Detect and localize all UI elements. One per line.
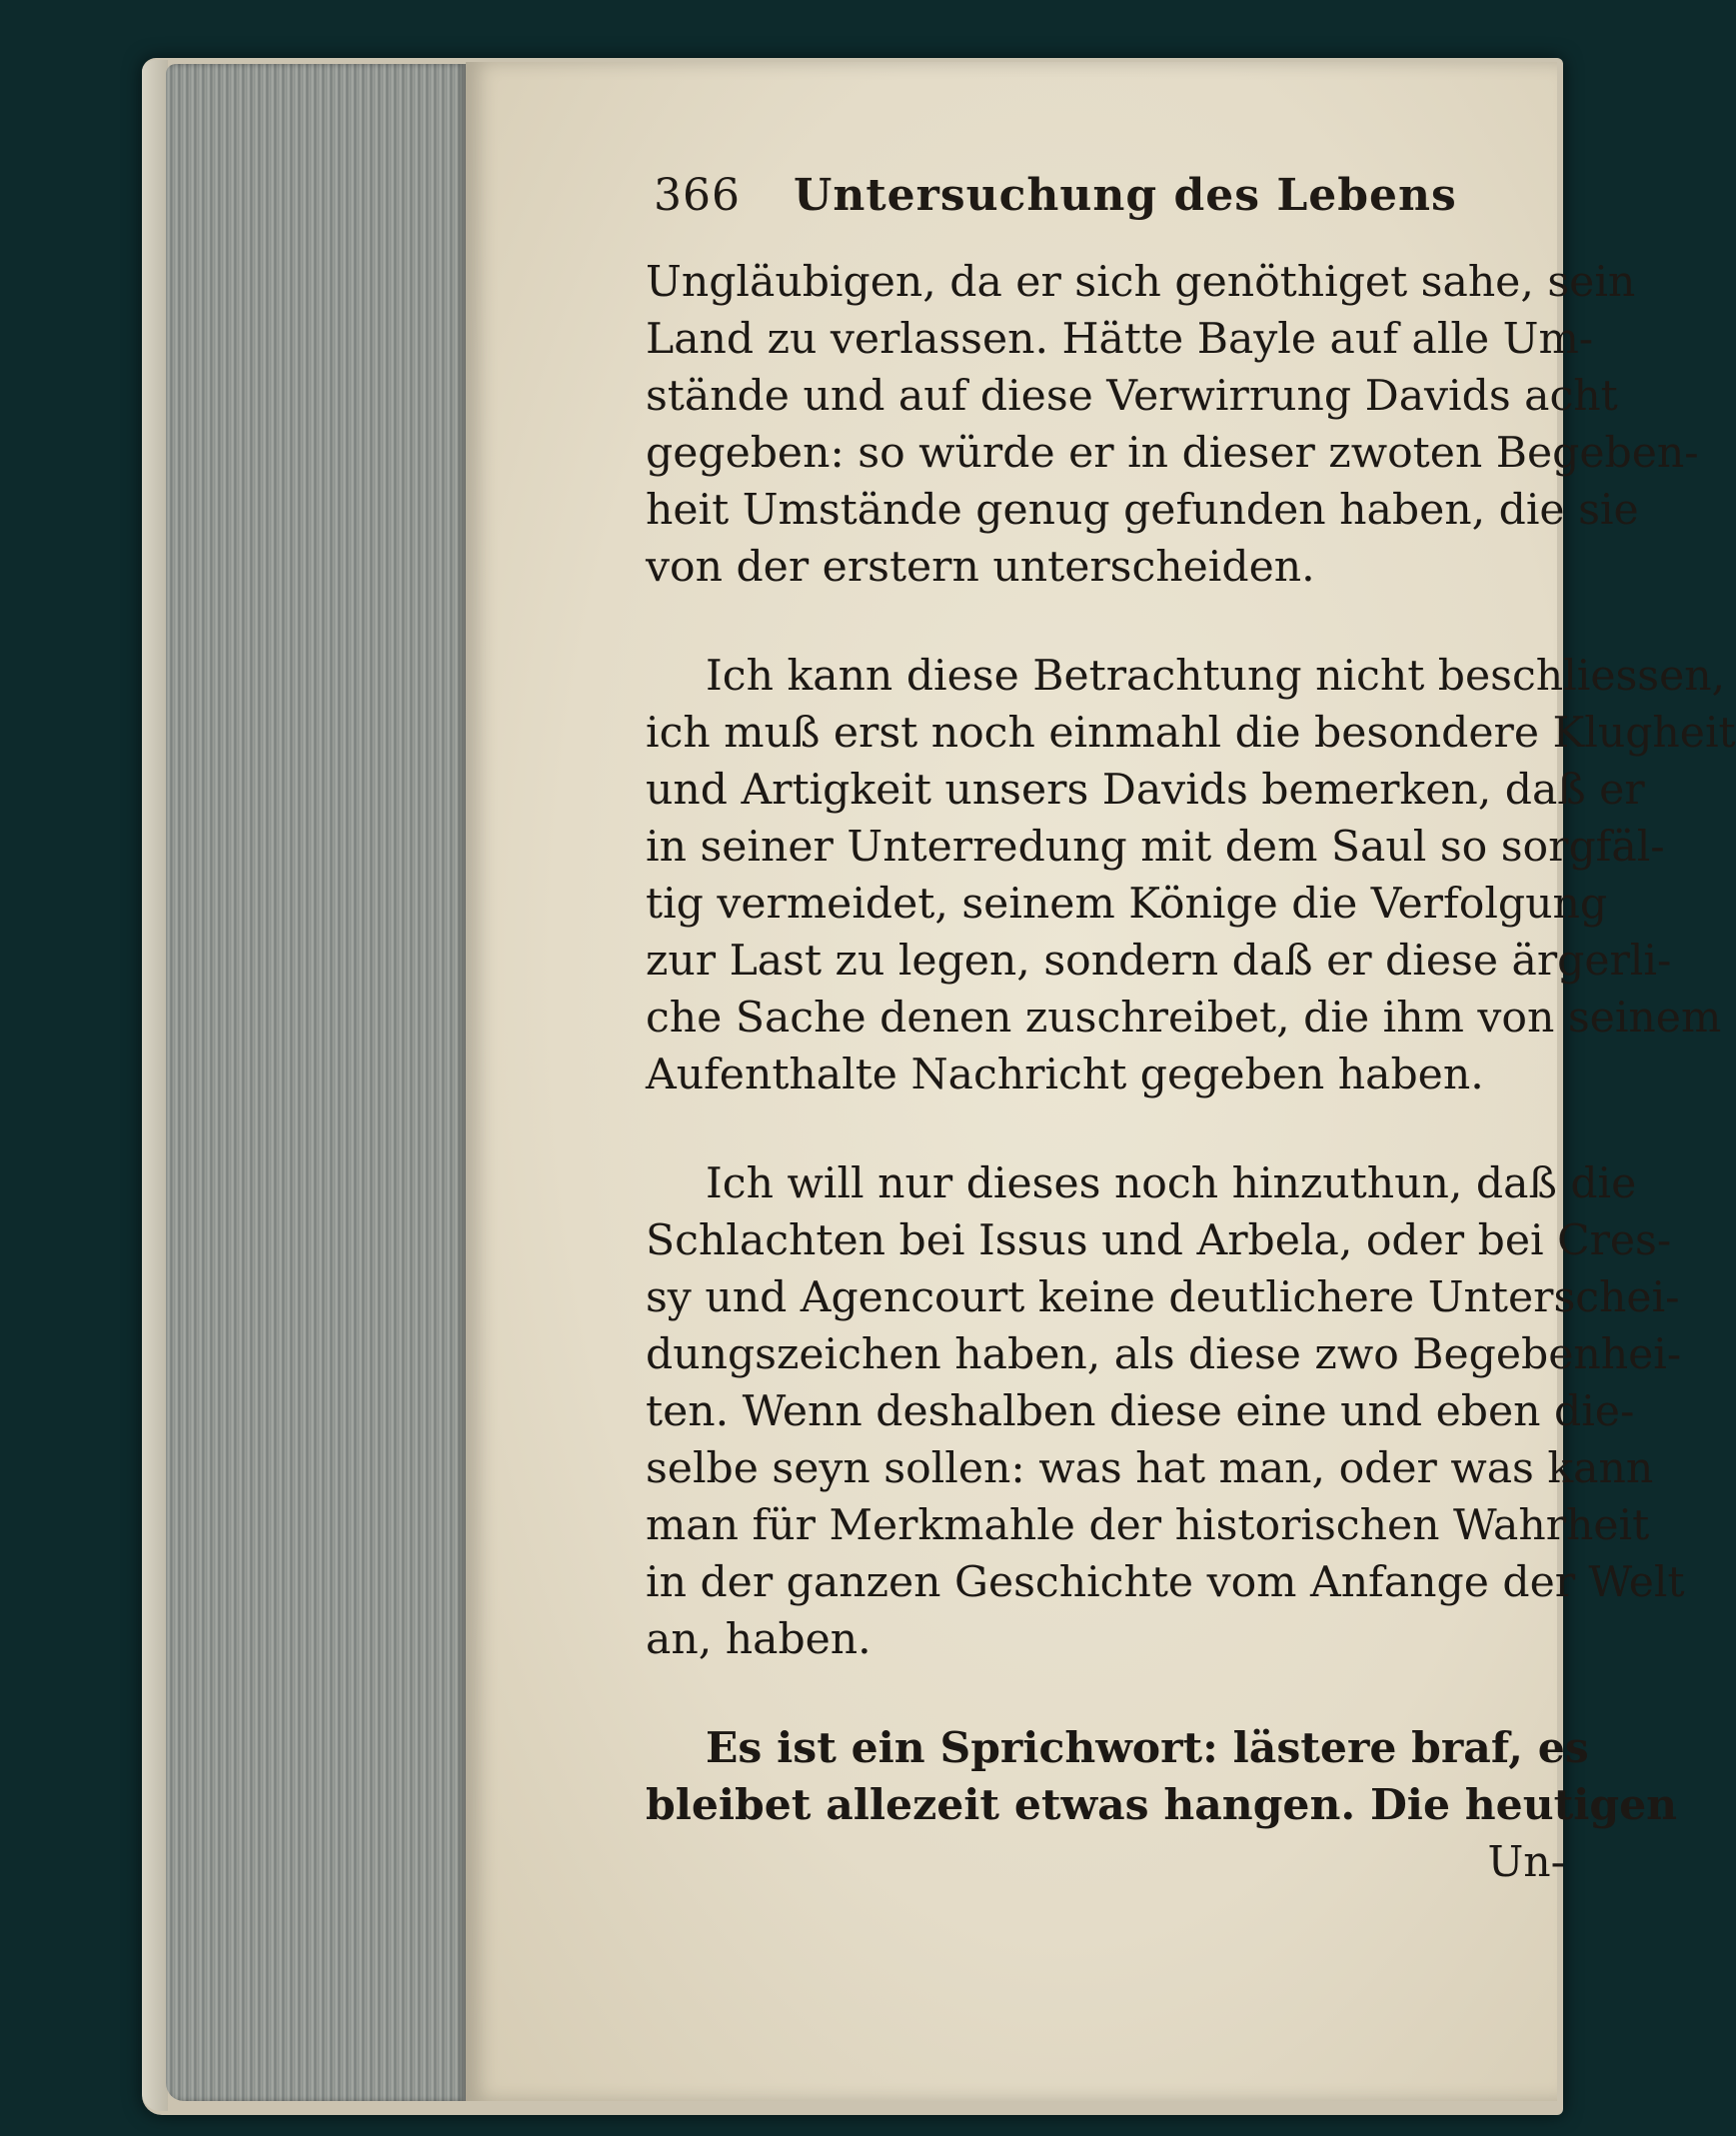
text-line: gegeben: so würde er in dieser zwoten Begeben- [646, 429, 1699, 478]
text-line: heit Umstände genug gefunden haben, die sie [646, 486, 1639, 535]
text-line: ten. Wenn deshalben diese eine und eben die- [646, 1387, 1635, 1436]
text-line: ich muß erst noch einmahl die besondere Klugheit [646, 709, 1736, 758]
text-line: Ich kann diese Betrachtung nicht beschliessen, [706, 652, 1726, 701]
paragraph-gap [646, 1103, 1565, 1155]
text-line: Es ist ein Sprichwort: lästere braf, es [706, 1723, 1589, 1773]
book-page [466, 62, 1736, 2101]
page-edges [166, 64, 466, 2101]
text-line: bleibet allezeit etwas hangen. Die heutigen [646, 1780, 1678, 1830]
text-line: von der erstern unterscheiden. [646, 543, 1315, 592]
text-line: stände und auf diese Verwirrung Davids acht [646, 372, 1618, 421]
text-line: Ungläubigen, da er sich genöthiget sahe, sein [646, 258, 1636, 307]
text-line: an, haben. [646, 1615, 871, 1664]
text-line: sy und Agencourt keine deutlichere Unterschei- [646, 1273, 1680, 1322]
text-line: Schlachten bei Issus und Arbela, oder bei Cres- [646, 1216, 1672, 1265]
text-line: dungszeichen haben, als diese zwo Begebenhei- [646, 1330, 1682, 1379]
catchword: Un- [1487, 1838, 1565, 1887]
text-line: tig vermeidet, seinem Könige die Verfolgung [646, 880, 1608, 929]
text-line: che Sache denen zuschreibet, die ihm von seinem [646, 994, 1722, 1043]
text-line: Land zu verlassen. Hätte Bayle auf alle Um- [646, 315, 1594, 364]
text-line: Aufenthalte Nachricht gegeben haben. [646, 1051, 1484, 1099]
text-line: Ich will nur dieses noch hinzuthun, daß die [706, 1159, 1637, 1208]
paragraph-gap [646, 1668, 1565, 1720]
text-line: selbe seyn sollen: was hat man, oder was kann [646, 1444, 1654, 1493]
text-line: man für Merkmahle der historischen Wahrheit [646, 1501, 1650, 1550]
text-line: und Artigkeit unsers Davids bemerken, daß er [646, 766, 1645, 815]
running-head [654, 170, 1553, 221]
text-line: in seiner Unterredung mit dem Saul so sorgfäl- [646, 823, 1665, 872]
body-text [646, 254, 1736, 1891]
text-line: in der ganzen Geschichte vom Anfange der Welt [646, 1558, 1685, 1607]
running-title: Untersuchung des Lebens [794, 170, 1457, 221]
paragraph-gap [646, 596, 1565, 648]
book-spine [142, 60, 168, 2111]
page-number: 366 [654, 170, 741, 221]
text-line: zur Last zu legen, sondern daß er diese ärgerli- [646, 937, 1672, 986]
